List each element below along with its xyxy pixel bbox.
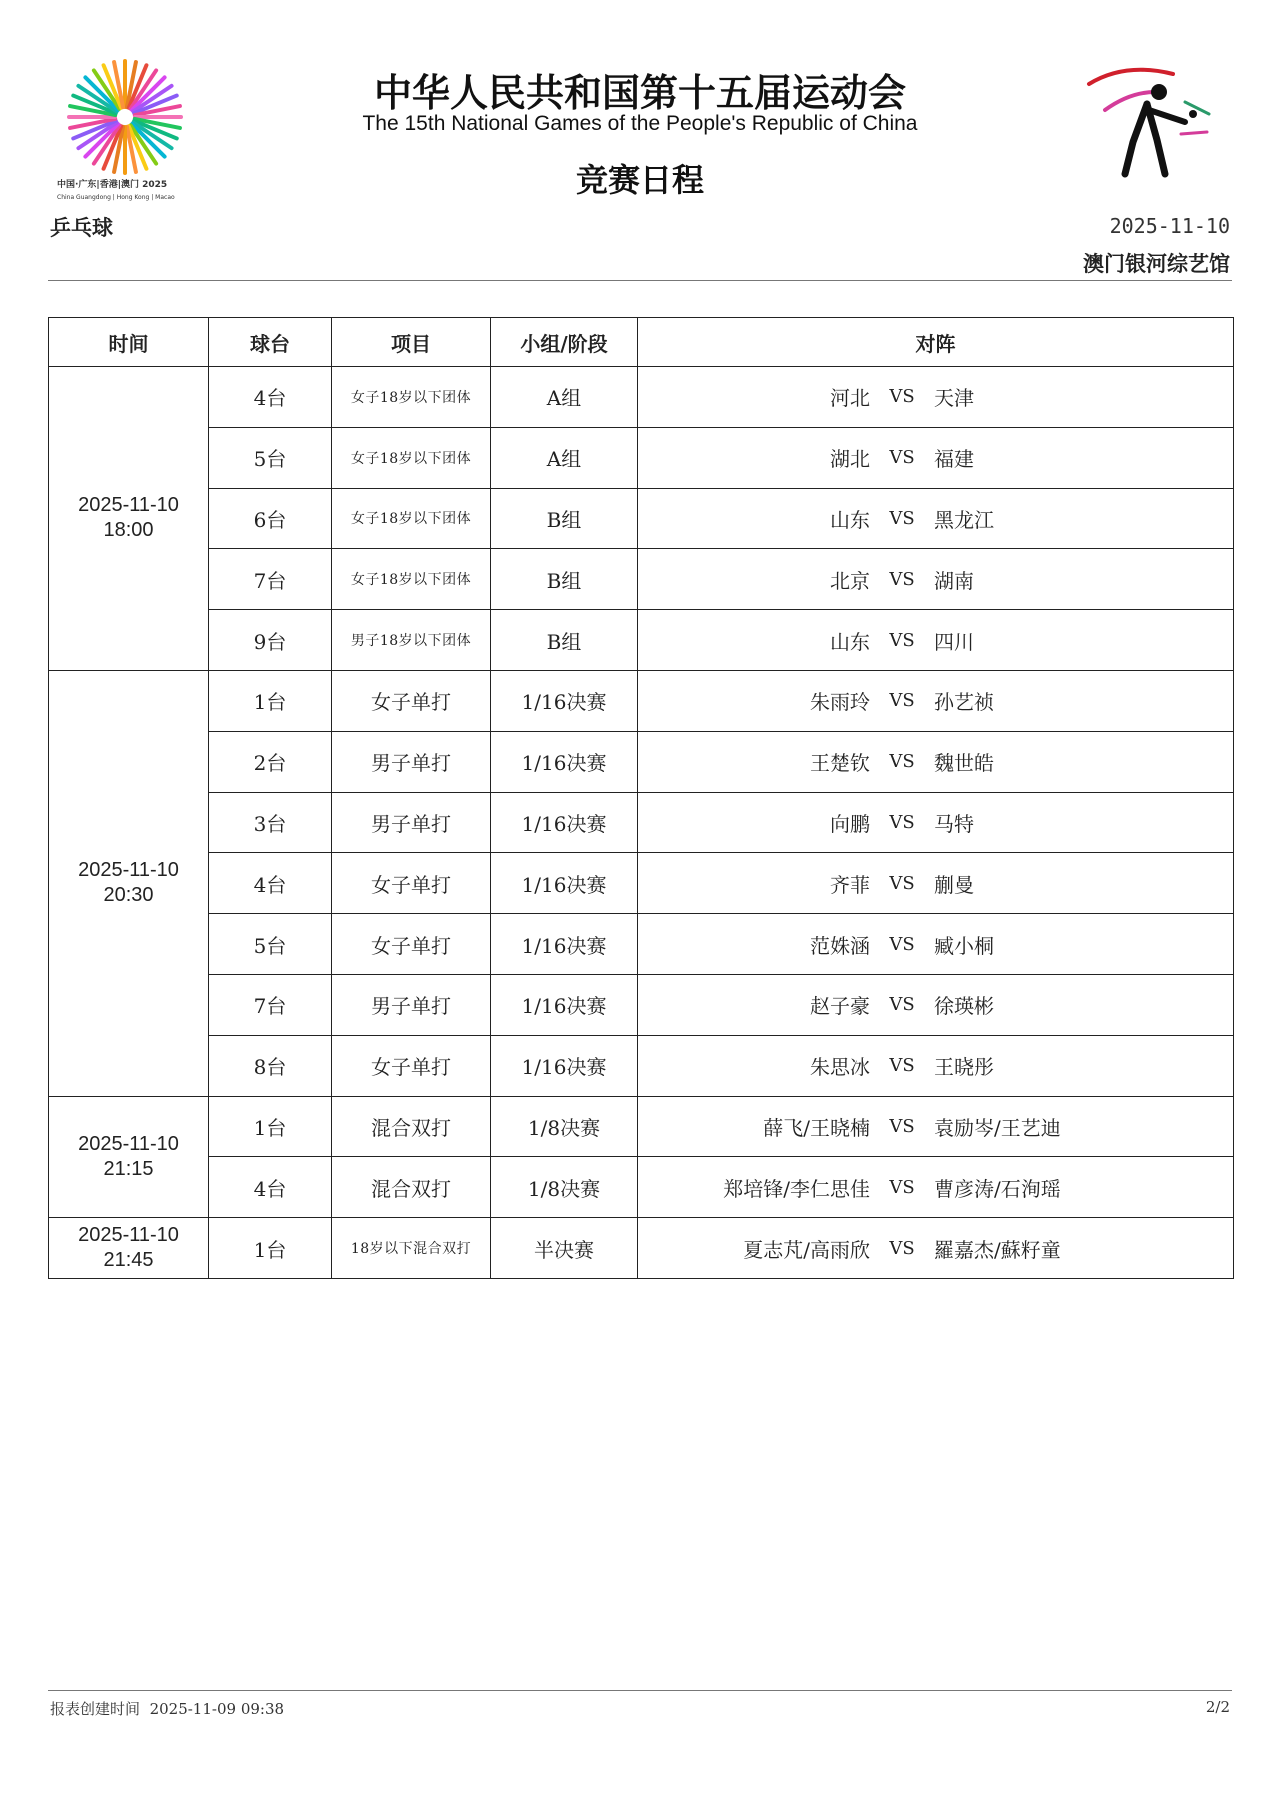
match-away: 徐瑛彬 bbox=[934, 994, 994, 1019]
table-row bbox=[49, 853, 1234, 914]
match-home: 薛飞/王晓楠 bbox=[763, 1115, 870, 1140]
event-name: 女子18岁以下团体 bbox=[332, 427, 491, 488]
match-vs: VS bbox=[889, 1237, 915, 1259]
header-time: 时间 bbox=[49, 318, 209, 367]
event-name: 女子单打 bbox=[332, 853, 491, 914]
header-match: 对阵 bbox=[638, 318, 1234, 367]
table-row bbox=[49, 427, 1234, 488]
slot-date: 2025-11-10 bbox=[78, 859, 179, 882]
match-vs: VS bbox=[889, 629, 915, 651]
group-stage: 1/16决赛 bbox=[491, 853, 638, 914]
group-stage: B组 bbox=[491, 549, 638, 610]
match-home: 夏志芃/高雨欣 bbox=[743, 1237, 870, 1262]
table-number: 2台 bbox=[209, 731, 332, 792]
footer-divider bbox=[48, 1690, 1232, 1691]
match-away: 袁励岑/王艺迪 bbox=[934, 1115, 1061, 1140]
report-created-label: 报表创建时间 bbox=[50, 1700, 141, 1718]
report-created-time: 2025-11-09 09:38 bbox=[149, 1700, 285, 1718]
match-cell bbox=[638, 1035, 1234, 1096]
event-name: 女子单打 bbox=[332, 1035, 491, 1096]
match-cell bbox=[638, 731, 1234, 792]
table-number: 1台 bbox=[209, 670, 332, 731]
match-vs: VS bbox=[889, 1176, 915, 1198]
match-cell bbox=[638, 427, 1234, 488]
match-home: 郑培锋/李仁思佳 bbox=[723, 1176, 870, 1201]
match-home: 湖北 bbox=[830, 447, 870, 472]
group-stage: 1/16决赛 bbox=[491, 974, 638, 1035]
table-row bbox=[49, 610, 1234, 671]
time-cell bbox=[49, 367, 209, 671]
match-home: 朱雨玲 bbox=[810, 690, 870, 715]
slot-time: 21:15 bbox=[103, 1157, 154, 1180]
time-cell bbox=[49, 1218, 209, 1279]
match-away: 魏世皓 bbox=[934, 751, 994, 776]
slot-date: 2025-11-10 bbox=[78, 494, 179, 517]
table-number: 8台 bbox=[209, 1035, 332, 1096]
match-cell bbox=[638, 610, 1234, 671]
match-away: 王晓彤 bbox=[934, 1055, 994, 1080]
slot-time: 18:00 bbox=[103, 519, 154, 542]
table-number: 9台 bbox=[209, 610, 332, 671]
group-stage: A组 bbox=[491, 367, 638, 428]
match-cell bbox=[638, 792, 1234, 853]
group-stage: 1/16决赛 bbox=[491, 670, 638, 731]
match-vs: VS bbox=[889, 690, 915, 712]
table-number: 7台 bbox=[209, 549, 332, 610]
logo-text-cn: 中国·广东|香港|澳门 2025 bbox=[57, 180, 168, 190]
match-home: 山东 bbox=[830, 507, 870, 532]
match-home: 齐菲 bbox=[830, 872, 870, 897]
match-vs: VS bbox=[889, 933, 915, 955]
event-name: 男子单打 bbox=[332, 792, 491, 853]
table-row bbox=[49, 549, 1234, 610]
event-name: 男子单打 bbox=[332, 974, 491, 1035]
match-home: 河北 bbox=[830, 386, 870, 411]
title-en: The 15th National Games of the People's Republic of China bbox=[362, 112, 918, 135]
table-number: 1台 bbox=[209, 1218, 332, 1279]
group-stage: A组 bbox=[491, 427, 638, 488]
table-number: 6台 bbox=[209, 488, 332, 549]
group-stage: B组 bbox=[491, 610, 638, 671]
match-vs: VS bbox=[889, 568, 915, 590]
event-name: 混合双打 bbox=[332, 1157, 491, 1218]
time-cell bbox=[49, 1096, 209, 1218]
match-home: 北京 bbox=[830, 568, 870, 593]
match-cell bbox=[638, 914, 1234, 975]
match-vs: VS bbox=[889, 1055, 915, 1077]
table-row bbox=[49, 488, 1234, 549]
table-row bbox=[49, 792, 1234, 853]
table-row bbox=[49, 974, 1234, 1035]
match-away: 臧小桐 bbox=[934, 933, 994, 958]
event-name: 混合双打 bbox=[332, 1096, 491, 1157]
event-name: 男子18岁以下团体 bbox=[332, 610, 491, 671]
time-cell bbox=[49, 670, 209, 1096]
slot-date: 2025-11-10 bbox=[78, 1132, 179, 1155]
group-stage: 1/16决赛 bbox=[491, 914, 638, 975]
table-number: 4台 bbox=[209, 1157, 332, 1218]
match-home: 朱思冰 bbox=[810, 1055, 870, 1080]
sport-name: 乒乓球 bbox=[50, 216, 113, 240]
table-number: 3台 bbox=[209, 792, 332, 853]
match-vs: VS bbox=[889, 751, 915, 773]
schedule-date: 2025-11-10 bbox=[1109, 214, 1230, 238]
match-vs: VS bbox=[889, 507, 915, 529]
match-home: 向鹏 bbox=[830, 811, 870, 836]
match-vs: VS bbox=[889, 1115, 915, 1137]
match-away: 黑龙江 bbox=[934, 507, 994, 532]
group-stage: 1/8决赛 bbox=[491, 1157, 638, 1218]
match-away: 福建 bbox=[934, 447, 974, 472]
match-away: 马特 bbox=[934, 811, 974, 836]
table-number: 1台 bbox=[209, 1096, 332, 1157]
header-table: 球台 bbox=[209, 318, 332, 367]
header-event: 项目 bbox=[332, 318, 491, 367]
slot-time: 20:30 bbox=[103, 884, 154, 907]
table-number: 5台 bbox=[209, 427, 332, 488]
match-home: 范姝涵 bbox=[810, 933, 870, 958]
group-stage: B组 bbox=[491, 488, 638, 549]
match-home: 赵子豪 bbox=[810, 994, 870, 1019]
table-row bbox=[49, 731, 1234, 792]
match-away: 蒯曼 bbox=[934, 872, 974, 897]
title-cn: 中华人民共和国第十五届运动会 bbox=[373, 71, 906, 115]
match-home: 王楚钦 bbox=[810, 751, 870, 776]
event-name: 女子单打 bbox=[332, 670, 491, 731]
group-stage: 半决赛 bbox=[491, 1218, 638, 1279]
table-row bbox=[49, 1218, 1234, 1279]
page-subtitle: 竞赛日程 bbox=[575, 161, 704, 199]
event-name: 女子单打 bbox=[332, 914, 491, 975]
match-away: 羅嘉杰/蘇籽童 bbox=[934, 1237, 1061, 1262]
match-home: 山东 bbox=[830, 629, 870, 654]
event-name: 女子18岁以下团体 bbox=[332, 367, 491, 428]
match-vs: VS bbox=[889, 994, 915, 1016]
table-row bbox=[49, 670, 1234, 731]
event-name: 女子18岁以下团体 bbox=[332, 549, 491, 610]
table-row bbox=[49, 914, 1234, 975]
table-header-row bbox=[49, 318, 1234, 367]
match-cell bbox=[638, 367, 1234, 428]
table-number: 5台 bbox=[209, 914, 332, 975]
match-away: 天津 bbox=[934, 386, 974, 411]
table-row bbox=[49, 367, 1234, 428]
match-away: 曹彦涛/石洵瑶 bbox=[934, 1176, 1061, 1201]
table-row bbox=[49, 1157, 1234, 1218]
slot-time: 21:45 bbox=[103, 1249, 154, 1272]
match-vs: VS bbox=[889, 811, 915, 833]
header-divider bbox=[48, 280, 1232, 281]
group-stage: 1/16决赛 bbox=[491, 792, 638, 853]
match-cell bbox=[638, 853, 1234, 914]
venue-name: 澳门银河综艺馆 bbox=[1083, 252, 1230, 276]
match-away: 湖南 bbox=[934, 568, 974, 593]
page-number: 2/2 bbox=[1205, 1698, 1230, 1716]
match-cell bbox=[638, 974, 1234, 1035]
report-created bbox=[50, 1698, 284, 1719]
schedule-table bbox=[48, 317, 1234, 1279]
group-stage: 1/16决赛 bbox=[491, 1035, 638, 1096]
header-group: 小组/阶段 bbox=[491, 318, 638, 367]
match-vs: VS bbox=[889, 872, 915, 894]
match-vs: VS bbox=[889, 386, 915, 408]
match-away: 四川 bbox=[934, 629, 974, 654]
event-name: 18岁以下混合双打 bbox=[332, 1218, 491, 1279]
table-number: 7台 bbox=[209, 974, 332, 1035]
match-vs: VS bbox=[889, 447, 915, 469]
table-row bbox=[49, 1096, 1234, 1157]
group-stage: 1/16决赛 bbox=[491, 731, 638, 792]
match-cell bbox=[638, 1157, 1234, 1218]
slot-date: 2025-11-10 bbox=[78, 1224, 179, 1247]
match-cell bbox=[638, 1096, 1234, 1157]
group-stage: 1/8决赛 bbox=[491, 1096, 638, 1157]
logo-text-en: China Guangdong | Hong Kong | Macao bbox=[57, 194, 175, 201]
match-away: 孙艺祯 bbox=[934, 690, 994, 715]
event-name: 女子18岁以下团体 bbox=[332, 488, 491, 549]
table-row bbox=[49, 1035, 1234, 1096]
match-cell bbox=[638, 488, 1234, 549]
match-cell bbox=[638, 549, 1234, 610]
match-cell bbox=[638, 1218, 1234, 1279]
table-number: 4台 bbox=[209, 853, 332, 914]
event-name: 男子单打 bbox=[332, 731, 491, 792]
match-cell bbox=[638, 670, 1234, 731]
table-number: 4台 bbox=[209, 367, 332, 428]
